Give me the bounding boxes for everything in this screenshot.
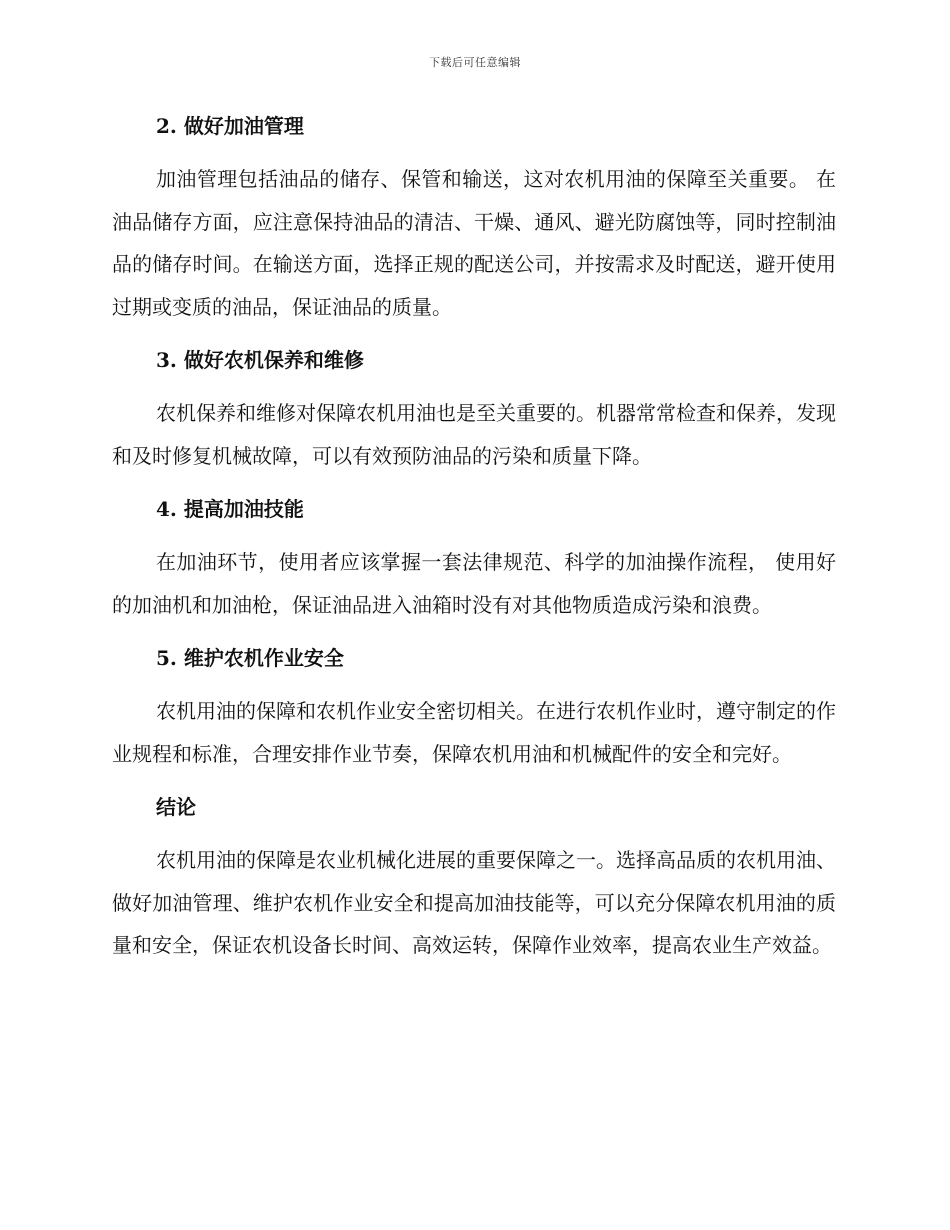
section-paragraph: 农机用油的保障是农业机械化进展的重要保障之一。选择高品质的农机用油、做好加油管理、维护农机作业安全和提高加油技能等，可以充分保障农机用油的质量和安全，保证农机设备长时间、高效运转，保障作业效率，提高农业生产效益。 — [112, 848, 836, 957]
section-paragraph: 农机保养和维修对保障农机用油也是至关重要的。机器常常检查和保养，发现和及时修复机械故障，可以有效预防油品的污染和质量下降。 — [112, 401, 836, 468]
section-heading: 3. 做好农机保养和维修 — [156, 348, 364, 372]
section-heading: 2. 做好加油管理 — [156, 114, 304, 138]
page-header-note: 下载后可任意编辑 — [429, 56, 521, 69]
section-heading: 5. 维护农机作业安全 — [156, 646, 344, 670]
section-paragraph: 加油管理包括油品的储存、保管和输送，这对农机用油的保障至关重要。 在油品储存方面，应注意保持油品的清洁、干燥、通风、避光防腐蚀等，同时控制油品的储存时间。在输送方面，选择正规的配送公司，并按需求及时配送，避开使用过期或变质的油品，保证油品的质量。 — [112, 167, 836, 319]
section-paragraph: 在加油环节，使用者应该掌握一套法律规范、科学的加油操作流程， 使用好的加油机和加油枪，保证油品进入油箱时没有对其他物质造成污染和浪费。 — [112, 550, 836, 617]
section-heading: 4. 提高加油技能 — [156, 497, 304, 521]
section-paragraph: 农机用油的保障和农机作业安全密切相关。在进行农机作业时，遵守制定的作业规程和标准，合理安排作业节奏，保障农机用油和机械配件的安全和完好。 — [112, 699, 836, 766]
document-body — [112, 106, 836, 967]
section-heading: 结论 — [156, 795, 196, 819]
